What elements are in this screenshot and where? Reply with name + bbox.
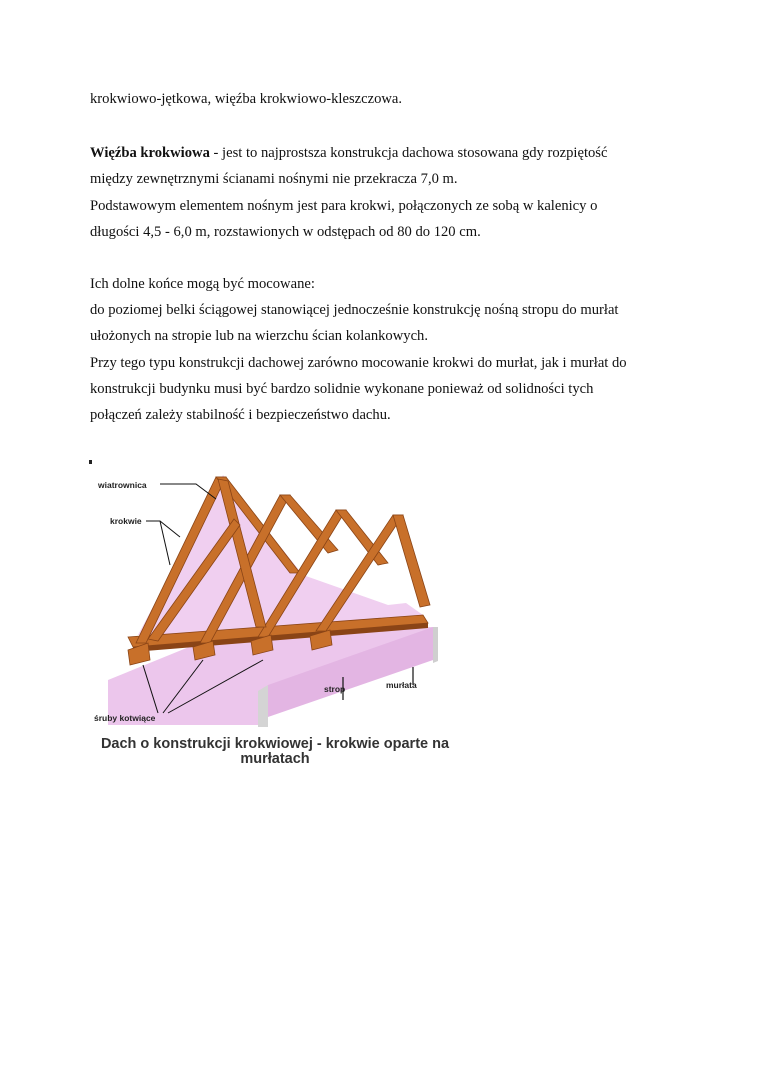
roof-illustration — [88, 455, 468, 767]
text-line: konstrukcji budynku musi być bardzo solidnie wykonane ponieważ od solidności tych — [90, 381, 594, 397]
definition-text: - jest to najprostsza konstrukcja dachowa stosowana gdy rozpiętość — [209, 145, 608, 161]
text-line: między zewnętrznymi ścianami nośnymi nie przekracza 7,0 m. — [90, 171, 458, 187]
text-line: krokwiowo-jętkowa, więźba krokwiowo-kleszczowa. — [90, 91, 403, 107]
roof-diagram — [88, 455, 468, 767]
text-line: do poziomej belki ściągowej stanowiącej jednocześnie konstrukcję nośną stropu do murłat — [90, 302, 619, 318]
text-line: Podstawowym elementem nośnym jest para krokwi, połączonych ze sobą w kalenicy o — [90, 198, 598, 214]
label-murlata: murłata — [386, 680, 417, 690]
text-line: Ich dolne końce mogą być mocowane: — [90, 276, 315, 292]
paragraph-heading-line — [90, 144, 607, 162]
text-line: Przy tego typu konstrukcji dachowej zarówno mocowanie krokwi do murłat, jak i murłat do — [90, 355, 627, 371]
rafter-tail — [128, 643, 150, 665]
term-wiezba-krokwiowa: Więźba krokwiowa — [90, 145, 210, 161]
label-krokwie: krokwie — [110, 516, 142, 526]
label-sruby-kotwiace: śruby kotwiące — [94, 713, 156, 723]
slab-corner — [433, 627, 438, 663]
label-wiatrownica: wiatrownica — [98, 480, 147, 490]
text-line: długości 4,5 - 6,0 m, rozstawionych w odstępach od 80 do 120 cm. — [90, 224, 481, 240]
rafter — [393, 515, 430, 607]
text-line: połączeń zależy stabilność i bezpieczeństwo dachu. — [90, 407, 391, 423]
figure-caption-line1: Dach o konstrukcji krokwiowej - krokwie oparte na — [100, 736, 450, 752]
text-line: ułożonych na stropie lub na wierzchu ścian kolankowych. — [90, 328, 428, 344]
figure-caption-line2: murłatach — [240, 751, 310, 767]
label-strop: strop — [324, 684, 346, 694]
slab-edge — [258, 685, 268, 727]
scan-mark — [89, 460, 92, 464]
